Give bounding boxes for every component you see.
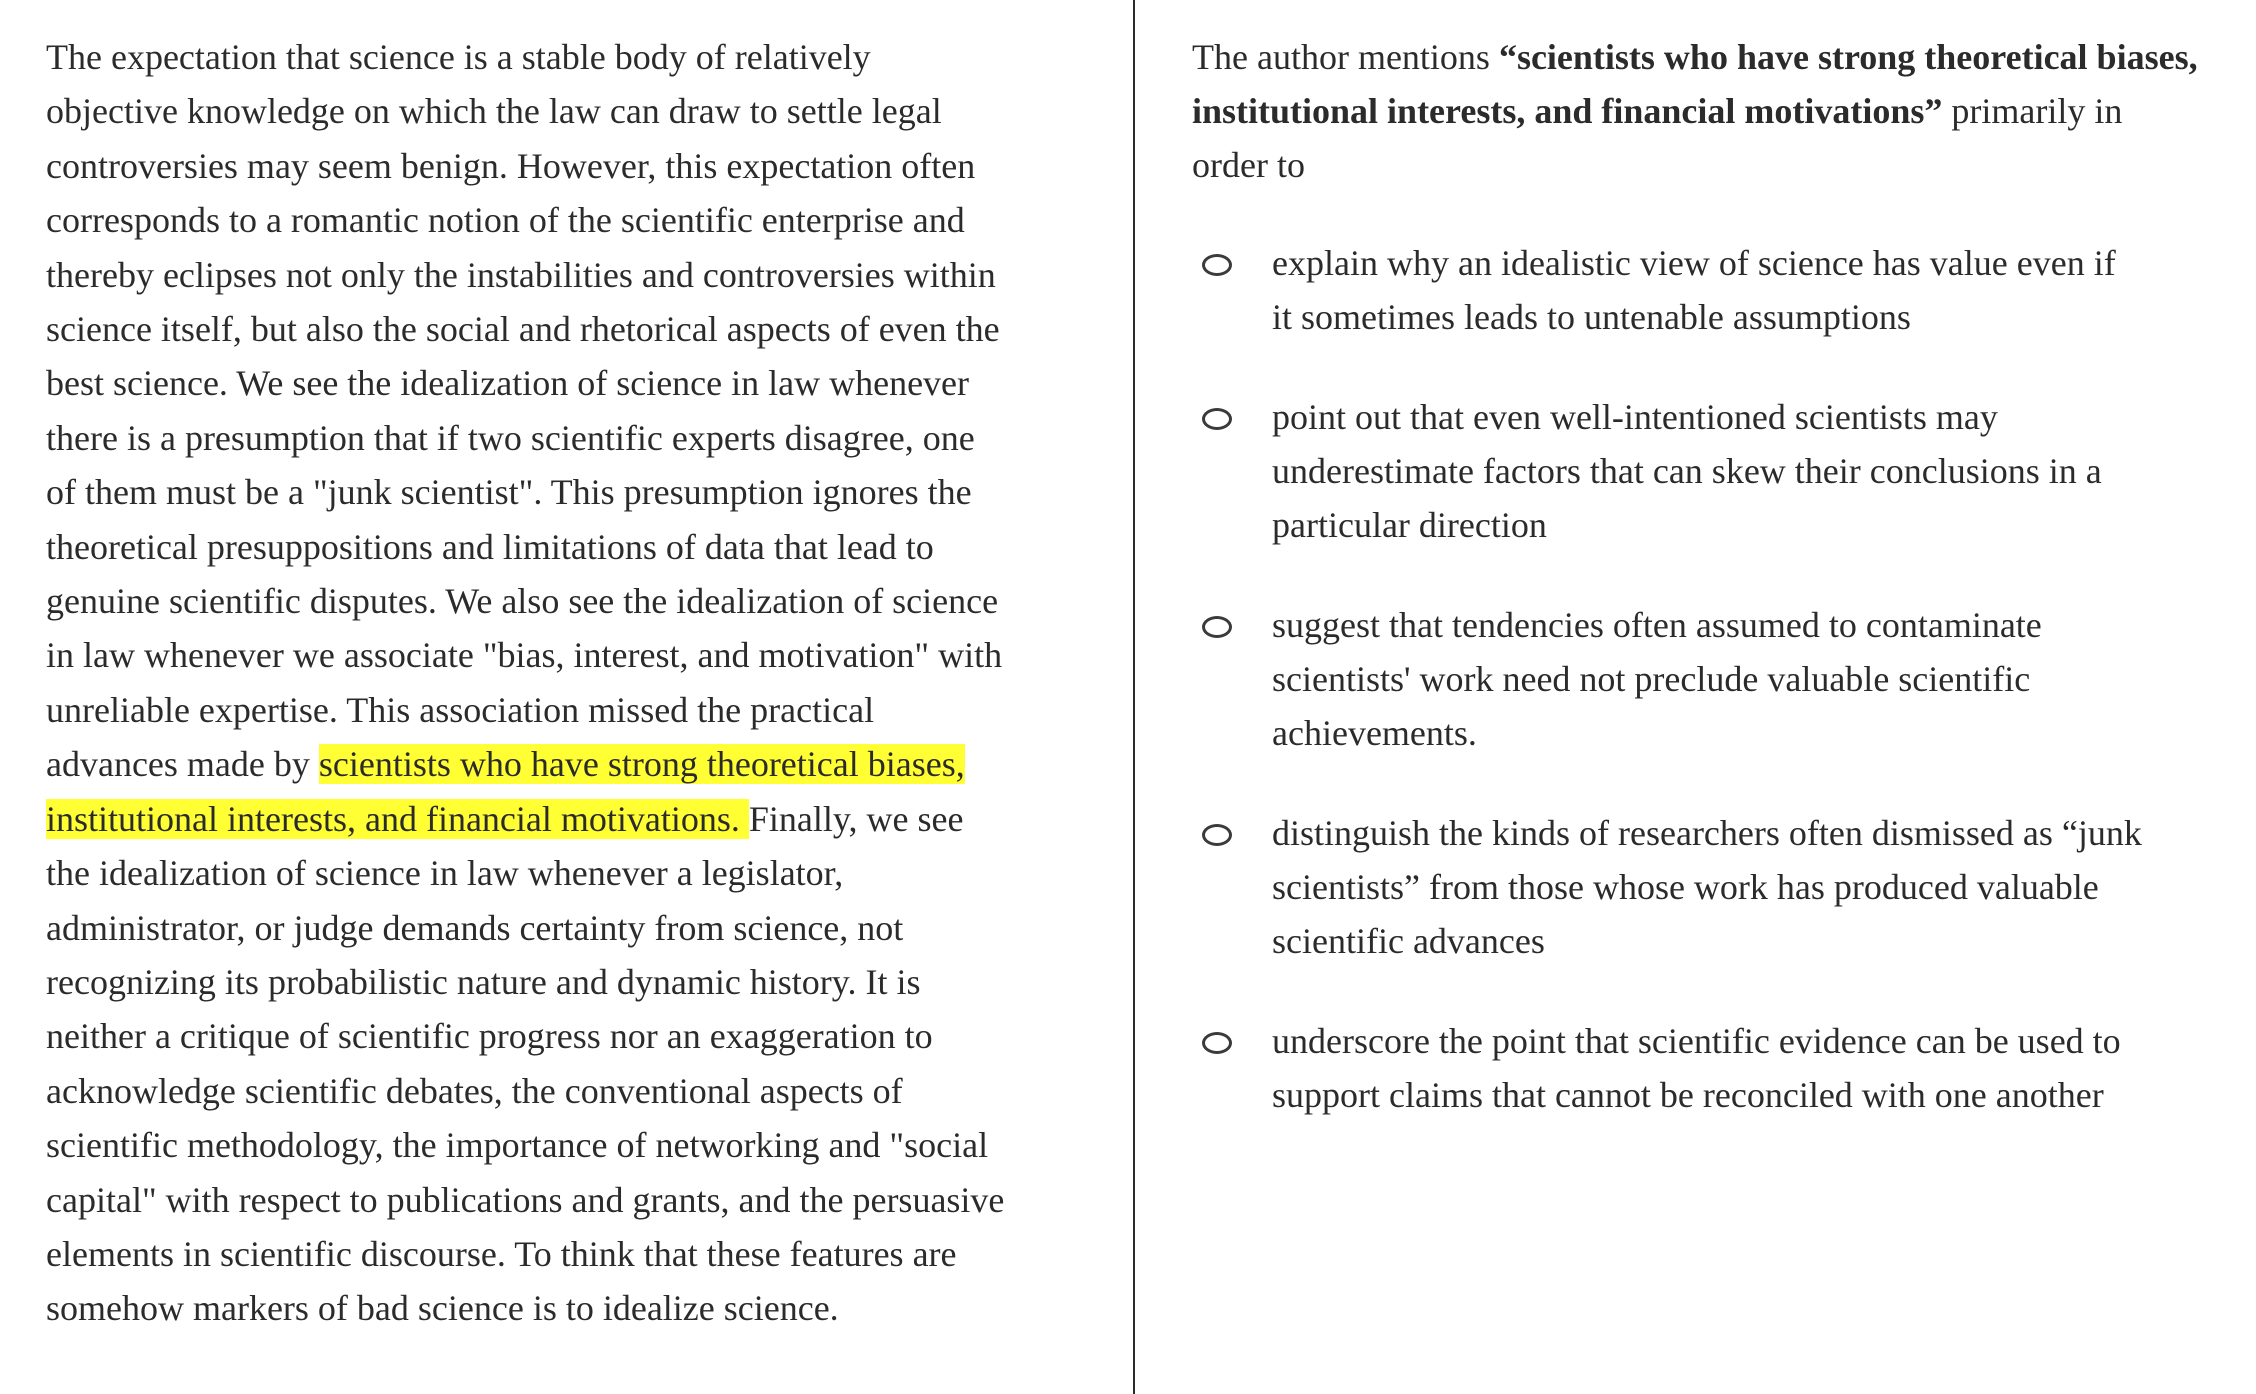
highlighted-phrase: institutional interests, and financial motivations. bbox=[46, 798, 749, 839]
passage-text: Finally, we see bbox=[748, 798, 964, 839]
answer-option-c[interactable] bbox=[1192, 598, 2212, 760]
passage-line: controversies may seem benign. However, this expectation often bbox=[46, 145, 976, 186]
passage-line: elements in scientific discourse. To think that these features are bbox=[46, 1233, 957, 1274]
answer-option-text[interactable]: point out that even well-intentioned scientists may underestimate factors that can skew their conclusions in a particular direction bbox=[1272, 397, 2102, 545]
answer-option-text[interactable]: suggest that tendencies often assumed to contaminate scientists' work need not preclude valuable scientific achievements. bbox=[1272, 605, 2042, 753]
passage-line: administrator, or judge demands certainty from science, not bbox=[46, 907, 904, 948]
radio-button-icon[interactable] bbox=[1202, 408, 1232, 430]
passage-line: somehow markers of bad science is to idealize science. bbox=[46, 1288, 839, 1329]
answer-option-e[interactable] bbox=[1192, 1014, 2212, 1122]
passage-line: capital" with respect to publications and grants, and the persuasive bbox=[46, 1179, 1005, 1220]
answer-option-a[interactable] bbox=[1192, 236, 2212, 344]
question-quote: “scientists who have strong theoretical biases, institutional interests, and financial motivations” bbox=[1192, 37, 2198, 131]
question-stem bbox=[1192, 30, 2202, 192]
passage-line: The expectation that science is a stable body of relatively bbox=[46, 37, 871, 77]
question-prefix: The author mentions bbox=[1192, 37, 1499, 77]
answer-option-d[interactable] bbox=[1192, 806, 2212, 968]
passage-line: theoretical presuppositions and limitations of data that lead to bbox=[46, 526, 934, 567]
passage-line: science itself, but also the social and rhetorical aspects of even the bbox=[46, 309, 1000, 350]
passage-line bbox=[46, 737, 1086, 791]
passage-line: the idealization of science in law whenever a legislator, bbox=[46, 853, 844, 894]
passage-line bbox=[46, 792, 1086, 846]
answer-options bbox=[1192, 236, 2212, 1122]
radio-button-icon[interactable] bbox=[1202, 1032, 1232, 1054]
passage-text: advances made by bbox=[46, 744, 319, 785]
passage-line: genuine scientific disputes. We also see the idealization of science bbox=[46, 581, 999, 622]
passage-line: scientific methodology, the importance of networking and "social bbox=[46, 1125, 989, 1166]
passage-line: there is a presumption that if two scientific experts disagree, one bbox=[46, 417, 975, 458]
answer-option-text[interactable]: explain why an idealistic view of science has value even if it sometimes leads to untenable assumptions bbox=[1272, 243, 2116, 337]
answer-option-b[interactable] bbox=[1192, 390, 2212, 552]
passage-line: corresponds to a romantic notion of the scientific enterprise and bbox=[46, 200, 965, 241]
question-suffix: primarily in order to bbox=[1192, 91, 2123, 185]
reading-passage bbox=[46, 30, 1086, 1336]
passage-line: recognizing its probabilistic nature and dynamic history. It is bbox=[46, 961, 921, 1002]
passage-line: neither a critique of scientific progress nor an exaggeration to bbox=[46, 1016, 933, 1057]
passage-line: of them must be a "junk scientist". This presumption ignores the bbox=[46, 472, 972, 513]
panel-divider[interactable] bbox=[1133, 0, 1135, 1394]
radio-button-icon[interactable] bbox=[1202, 616, 1232, 638]
radio-button-icon[interactable] bbox=[1202, 824, 1232, 846]
question-panel bbox=[1192, 30, 2212, 1122]
answer-option-text[interactable]: distinguish the kinds of researchers often dismissed as “junk scientists” from those whose work has produced valuable scientific advances bbox=[1272, 813, 2142, 961]
answer-option-text[interactable]: underscore the point that scientific evidence can be used to support claims that cannot be reconciled with one another bbox=[1272, 1021, 2121, 1115]
passage-line: best science. We see the idealization of science in law whenever bbox=[46, 363, 970, 404]
passage-line: acknowledge scientific debates, the conventional aspects of bbox=[46, 1070, 903, 1111]
highlighted-phrase: scientists who have strong theoretical biases, bbox=[318, 744, 965, 785]
passage-line: in law whenever we associate "bias, interest, and motivation" with bbox=[46, 635, 1003, 676]
radio-button-icon[interactable] bbox=[1202, 254, 1232, 276]
passage-line: objective knowledge on which the law can draw to settle legal bbox=[46, 91, 942, 132]
passage-line: unreliable expertise. This association missed the practical bbox=[46, 689, 875, 730]
passage-line: thereby eclipses not only the instabilities and controversies within bbox=[46, 254, 996, 295]
